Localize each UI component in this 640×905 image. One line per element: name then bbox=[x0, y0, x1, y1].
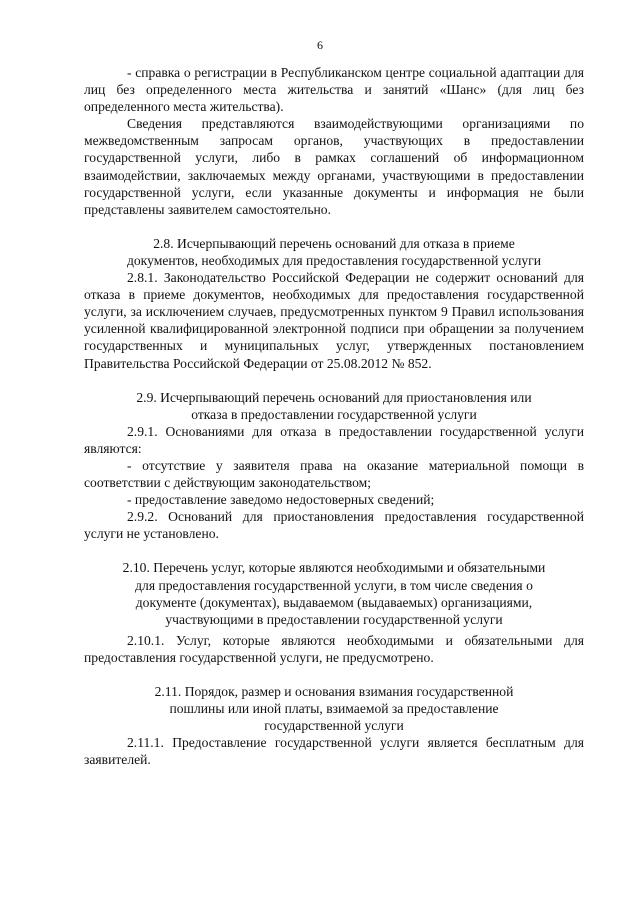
heading-2-8: 2.8. Исчерпывающий перечень оснований для отказа в приеме документов, необходимых для предоставления государственной услуги bbox=[126, 235, 542, 268]
paragraph-interagency: Сведения представляются взаимодействующими организациями по межведомственным запросам органов, участвующих в предоставлении государственной услуги, либо в рамках соглашений об информационном взаимодействии, заключаемых между органами, участвующими в предоставлении государственной услуги, если указанные документы и информация не были представлены заявителем самостоятельно. bbox=[84, 116, 584, 217]
heading-2-10: 2.10. Перечень услуг, которые являются необходимыми и обязательными для предоставления государственной услуги, в том числе сведения о документе (документах), выдаваемом (выдаваемых) организациями, участвующими в предоставлении государственной услуги bbox=[122, 560, 546, 627]
paragraph-2-9-2: 2.9.2. Оснований для приостановления предоставления государственной услуги не установлено. bbox=[84, 509, 584, 542]
page-number: 6 bbox=[317, 38, 323, 52]
paragraph-2-11-1: 2.11.1. Предоставление государственной услуги является бесплатным для заявителей. bbox=[84, 735, 584, 768]
paragraph-2-10-1: 2.10.1. Услуг, которые являются необходимыми и обязательными для предоставления государственной услуги, не предусмотрено. bbox=[84, 632, 584, 665]
paragraph-2-8-1: 2.8.1. Законодательство Российской Федерации не содержит оснований для отказа в приеме документов, необходимых для предоставления государственной услуги, за исключением случаев, предусмотренных пунктом 9 Правил использования усиленной квалифицированной электронной подписи при обращении за получением государственных и муниципальных услуг, утвержденных постановлением Правительства Российской Федерации от 25.08.2012 № 852. bbox=[84, 270, 584, 371]
heading-2-11: 2.11. Порядок, размер и основания взимания государственной пошлины или иной платы, взимаемой за предоставление государственной услуги bbox=[154, 684, 514, 734]
document-body bbox=[84, 64, 584, 768]
paragraph-2-9-false-info: - предоставление заведомо недостоверных сведений; bbox=[127, 492, 435, 508]
paragraph-2-9-no-right: - отсутствие у заявителя права на оказание материальной помощи в соответствии с действующим законодательством; bbox=[84, 457, 584, 491]
heading-2-9: 2.9. Исчерпывающий перечень оснований для приостановления или отказа в предоставлении государственной услуги bbox=[136, 389, 532, 422]
paragraph-certificate: - справка о регистрации в Республиканском центре социальной адаптации для лиц без определенного места жительства и занятий «Шанс» (для лиц без определенного места жительства). bbox=[84, 65, 584, 115]
paragraph-2-9-1: 2.9.1. Основаниями для отказа в предоставлении государственной услуги являются: bbox=[84, 423, 584, 456]
